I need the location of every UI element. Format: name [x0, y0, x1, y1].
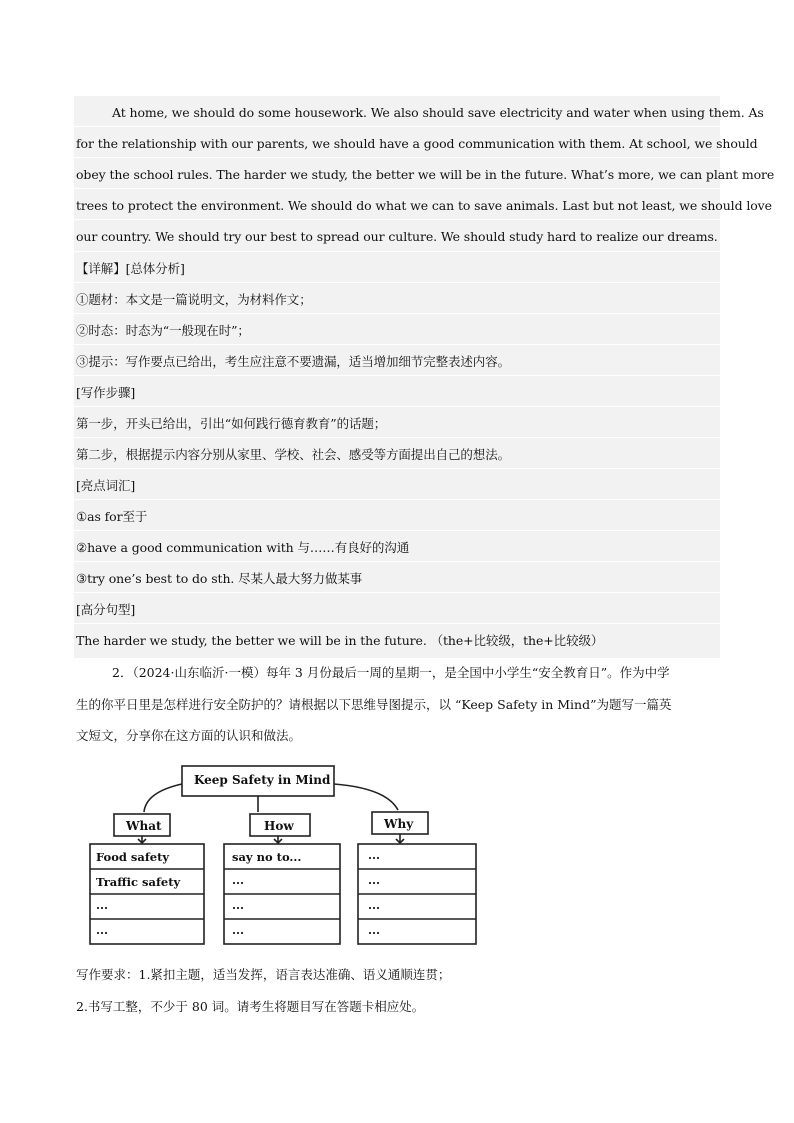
- analysis-line: ②have a good communication with 与……有良好的沟通: [76, 540, 410, 555]
- analysis-heading: [亮点词汇]: [76, 478, 136, 493]
- analysis-heading: [高分句型]: [76, 602, 136, 617]
- row-separator: [74, 282, 720, 283]
- analysis-heading: 【详解】[总体分析]: [76, 261, 185, 276]
- how-cell: ...: [232, 923, 245, 937]
- row-separator: [74, 561, 720, 562]
- why-cell: ...: [368, 848, 381, 862]
- how-cell: ...: [232, 873, 245, 887]
- row-separator: [74, 375, 720, 376]
- row-separator: [74, 313, 720, 314]
- what-cell: ...: [96, 923, 109, 937]
- what-cell: ...: [96, 898, 109, 912]
- essay-line: obey the school rules. The harder we study, the better we will be in the future. What’s more, we can plant more: [76, 167, 775, 182]
- what-label: What: [126, 819, 162, 833]
- analysis-line: 第二步，根据提示内容分别从家里、学校、社会、感受等方面提出自己的想法。: [76, 447, 511, 462]
- row-separator: [74, 437, 720, 438]
- analysis-line: ①as for至于: [76, 509, 148, 524]
- why-cell: ...: [368, 898, 381, 912]
- essay-line: At home, we should do some housework. We also should save electricity and water when using them. As: [112, 105, 764, 120]
- what-cell: Food safety: [96, 850, 170, 864]
- analysis-line: ③提示：写作要点已给出，考生应注意不要遗漏，适当增加细节完整表述内容。: [76, 354, 511, 369]
- essay-line: our country. We should try our best to spread our culture. We should study hard to realize our dreams.: [76, 229, 718, 244]
- why-label: Why: [384, 817, 414, 831]
- how-label: How: [264, 819, 294, 833]
- row-separator: [74, 623, 720, 624]
- essay-line: trees to protect the environment. We should do what we can to save animals. Last but not least, we should love: [76, 198, 772, 213]
- why-cell: ...: [368, 873, 381, 887]
- row-separator: [74, 499, 720, 500]
- row-separator: [74, 530, 720, 531]
- question-line: 2．（2024·山东临沂·一模）每年 3 月份最后一周的星期一，是全国中小学生“安全教育日”。作为中学: [112, 665, 670, 680]
- analysis-line: The harder we study, the better we will be in the future. （the+比较级，the+比较级）: [76, 633, 604, 648]
- analysis-heading: [写作步骤]: [76, 385, 136, 400]
- how-cell: say no to...: [232, 850, 302, 864]
- mind-map-title: Keep Safety in Mind: [194, 773, 331, 787]
- question-line: 文短文，分享你在这方面的认识和做法。: [76, 728, 302, 743]
- row-separator: [74, 344, 720, 345]
- row-separator: [74, 468, 720, 469]
- mind-map: [86, 762, 486, 952]
- analysis-line: ③try one’s best to do sth. 尽某人最大努力做某事: [76, 571, 363, 586]
- row-separator: [74, 219, 720, 220]
- essay-line: for the relationship with our parents, we should have a good communication with them. At school, we should: [76, 136, 758, 151]
- why-cell: ...: [368, 923, 381, 937]
- row-separator: [74, 406, 720, 407]
- row-separator: [74, 592, 720, 593]
- what-cell: Traffic safety: [96, 875, 181, 889]
- row-separator: [74, 188, 720, 189]
- question-line: 生的你平日里是怎样进行安全防护的？请根据以下思维导图提示，以 “Keep Safety in Mind”为题写一篇英: [76, 697, 672, 712]
- row-separator: [74, 157, 720, 158]
- how-cell: ...: [232, 898, 245, 912]
- row-separator: [74, 126, 720, 127]
- analysis-line: ①题材：本文是一篇说明文，为材料作文；: [76, 292, 312, 307]
- requirement-line: 写作要求：1.紧扣主题，适当发挥，语言表达准确、语义通顺连贯；: [76, 967, 451, 982]
- analysis-line: 第一步，开头已给出，引出“如何践行德育教育”的话题；: [76, 416, 387, 431]
- analysis-line: ②时态：时态为“一般现在时”；: [76, 323, 250, 338]
- requirement-line: 2.书写工整，不少于 80 词。请考生将题目写在答题卡相应处。: [76, 999, 425, 1014]
- row-separator: [74, 251, 720, 252]
